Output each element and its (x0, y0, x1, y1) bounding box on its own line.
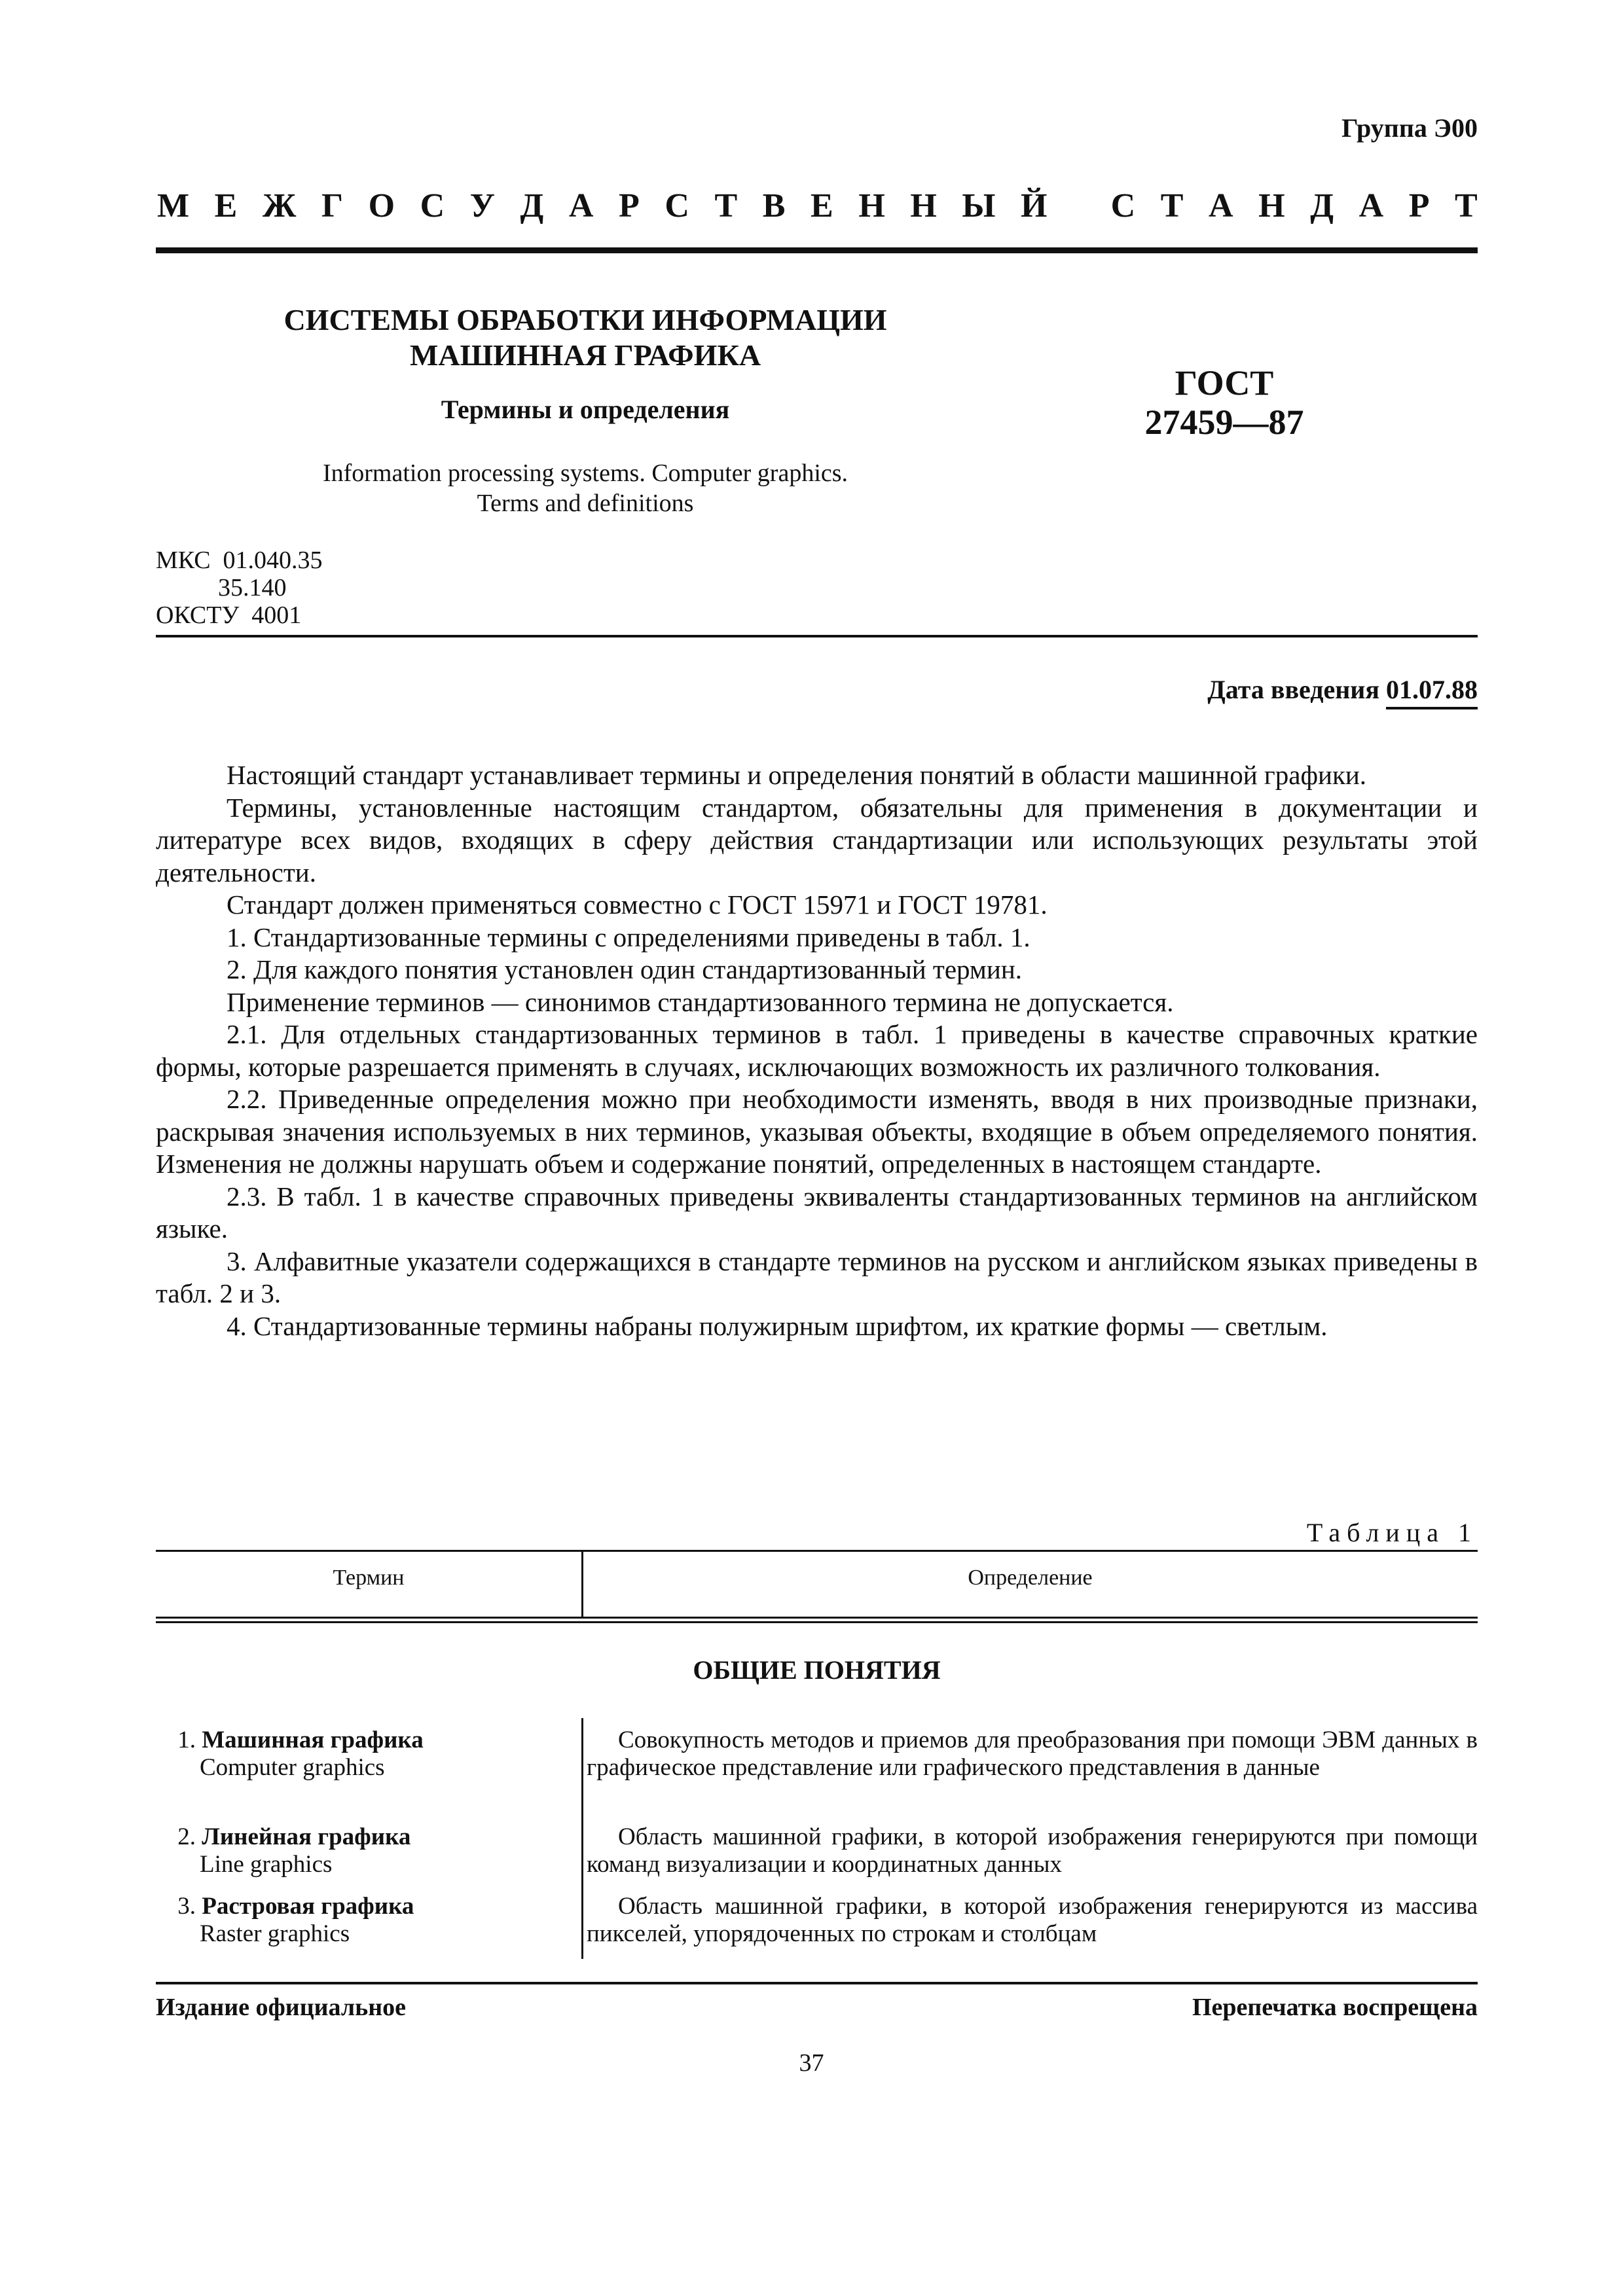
standard-type-heading (157, 187, 1478, 225)
definition-text: Область машинной графики, в которой изображения генерируются из массива пикселей, упорядоченных по строкам и столбцам (587, 1893, 1478, 1947)
table-row-term (159, 1823, 578, 1878)
table-row-term (159, 1727, 578, 1782)
codes-rule (156, 635, 1478, 637)
heading-letter: Т (1455, 187, 1478, 224)
table-header-divider (581, 1551, 583, 1618)
term-russian: Растровая графика (202, 1893, 414, 1920)
heading-letter: А (1209, 187, 1233, 224)
table-row-term (159, 1893, 578, 1948)
heading-letter: В (762, 187, 786, 224)
table-row-definition (587, 1823, 1478, 1878)
intro-date-label: Дата введения (1207, 675, 1379, 704)
paragraph: 2.1. Для отдельных стандартизованных терминов в табл. 1 приведены в качестве справочных краткие формы, которые разрешается применять в случаях, исключающих возможность их различного толкования. (156, 1019, 1478, 1082)
heading-letter: Н (910, 187, 937, 224)
table-header-term: Термин (333, 1566, 405, 1590)
heading-letter (1072, 187, 1085, 225)
heading-letter: С (665, 187, 689, 224)
paragraph: 2.2. Приведенные определения можно при необходимости изменять, вводя в них производные признаки, раскрывая значения используемых в них терминов, указывая объекты, входящие в объем определяемого понятия. Изменения не должны нарушать объем и содержание понятий, определенных в настоящем стандарте. (156, 1084, 1478, 1179)
heading-letter: С (420, 187, 445, 224)
heading-letter: Н (858, 187, 885, 224)
term-number: 1. (177, 1727, 196, 1753)
heading-letter: А (1359, 187, 1384, 224)
footer-reprint-notice: Перепечатка воспрещена (1192, 1994, 1478, 2021)
heading-letter: М (157, 187, 190, 224)
paragraph: Стандарт должен применяться совместно с ГОСТ 15971 и ГОСТ 19781. (227, 889, 1048, 920)
paragraph: 2. Для каждого понятия установлен один стандартизованный термин. (227, 954, 1023, 984)
paragraph: 1. Стандартизованные термины с определениями приведены в табл. 1. (227, 922, 1030, 952)
heading-letter: Г (321, 187, 344, 224)
paragraph: Настоящий стандарт устанавливает термины и определения понятий в области машинной графики. (227, 760, 1367, 790)
okstu-code: ОКСТУ 4001 (156, 601, 302, 629)
mks-codes: МКС 01.040.35 35.140 (156, 547, 323, 601)
paragraph: Термины, установленные настоящим стандартом, обязательны для применения в документации и литературе всех видов, входящих в сферу действия стандартизации или использующих результаты этой деятельности. (156, 792, 1478, 888)
table-header-rule-1 (156, 1617, 1478, 1619)
gost-label: ГОСТ (1175, 363, 1274, 403)
paragraph: 3. Алфавитные указатели содержащихся в стандарте терминов на русском и английском языках приведены в табл. 2 и 3. (156, 1246, 1478, 1308)
group-code: Группа Э00 (1341, 113, 1478, 143)
heading-letter: Т (714, 187, 738, 224)
heading-letter: С (1110, 187, 1136, 224)
table-header-definition: Определение (968, 1566, 1093, 1590)
page-number: 37 (799, 2049, 824, 2077)
section-title: ОБЩИЕ ПОНЯТИЯ (693, 1655, 941, 1685)
definition-text: Совокупность методов и приемов для преобразования при помощи ЭВМ данных в графическое представление или графического представления в данные (587, 1727, 1478, 1781)
gost-number: 27459—87 (1144, 403, 1304, 442)
heading-letter: Й (1021, 187, 1048, 224)
title-line-2: МАШИННАЯ ГРАФИКА (409, 338, 761, 372)
heading-letter: Е (214, 187, 238, 224)
english-title-line-2: Terms and definitions (477, 490, 694, 517)
table-column-divider (581, 1718, 583, 1959)
intro-date-value: 01.07.88 (1386, 675, 1478, 709)
heading-letter: Р (619, 187, 640, 224)
title-line-1: СИСТЕМЫ ОБРАБОТКИ ИНФОРМАЦИИ (283, 303, 887, 336)
heading-letter: О (368, 187, 395, 224)
subtitle: Термины и определения (441, 395, 730, 424)
heading-letter: Ж (262, 187, 297, 224)
term-english: Computer graphics (200, 1754, 385, 1781)
introduction-date (1207, 674, 1478, 705)
term-number: 3. (177, 1893, 196, 1920)
definition-text: Область машинной графики, в которой изображения генерируются при помощи команд визуализации и координатных данных (587, 1823, 1478, 1878)
heading-letter: Е (811, 187, 833, 224)
heading-letter: Ы (962, 187, 996, 224)
table-row-definition (587, 1893, 1478, 1948)
term-russian: Машинная графика (202, 1727, 424, 1753)
table-row-definition (587, 1727, 1478, 1782)
heading-letter: Т (1160, 187, 1184, 224)
heading-letter: Н (1258, 187, 1285, 224)
paragraph: Применение терминов — синонимов стандартизованного термина не допускается. (227, 986, 1174, 1017)
term-number: 2. (177, 1823, 196, 1850)
paragraph: 4. Стандартизованные термины набраны полужирным шрифтом, их краткие формы — светлым. (227, 1310, 1328, 1341)
header-rule (156, 247, 1478, 253)
table-header-rule-2 (156, 1621, 1478, 1623)
heading-letter: Д (520, 187, 544, 224)
heading-letter: А (568, 187, 594, 224)
term-english: Line graphics (200, 1851, 333, 1878)
table-label: Таблица 1 (1306, 1518, 1478, 1547)
term-english: Raster graphics (200, 1920, 350, 1947)
english-title-line-1: Information processing systems. Computer graphics. (322, 459, 848, 487)
heading-letter: У (469, 187, 495, 224)
paragraph: 2.3. В табл. 1 в качестве справочных приведены эквиваленты стандартизованных терминов на английском языке. (156, 1181, 1478, 1244)
term-russian: Линейная графика (202, 1823, 411, 1850)
heading-letter: Д (1310, 187, 1334, 224)
footer-official-edition: Издание официальное (156, 1994, 407, 2021)
footer-rule (156, 1982, 1478, 1984)
body-text (156, 759, 1478, 1342)
heading-letter: Р (1408, 187, 1430, 224)
table-top-rule (156, 1550, 1478, 1552)
